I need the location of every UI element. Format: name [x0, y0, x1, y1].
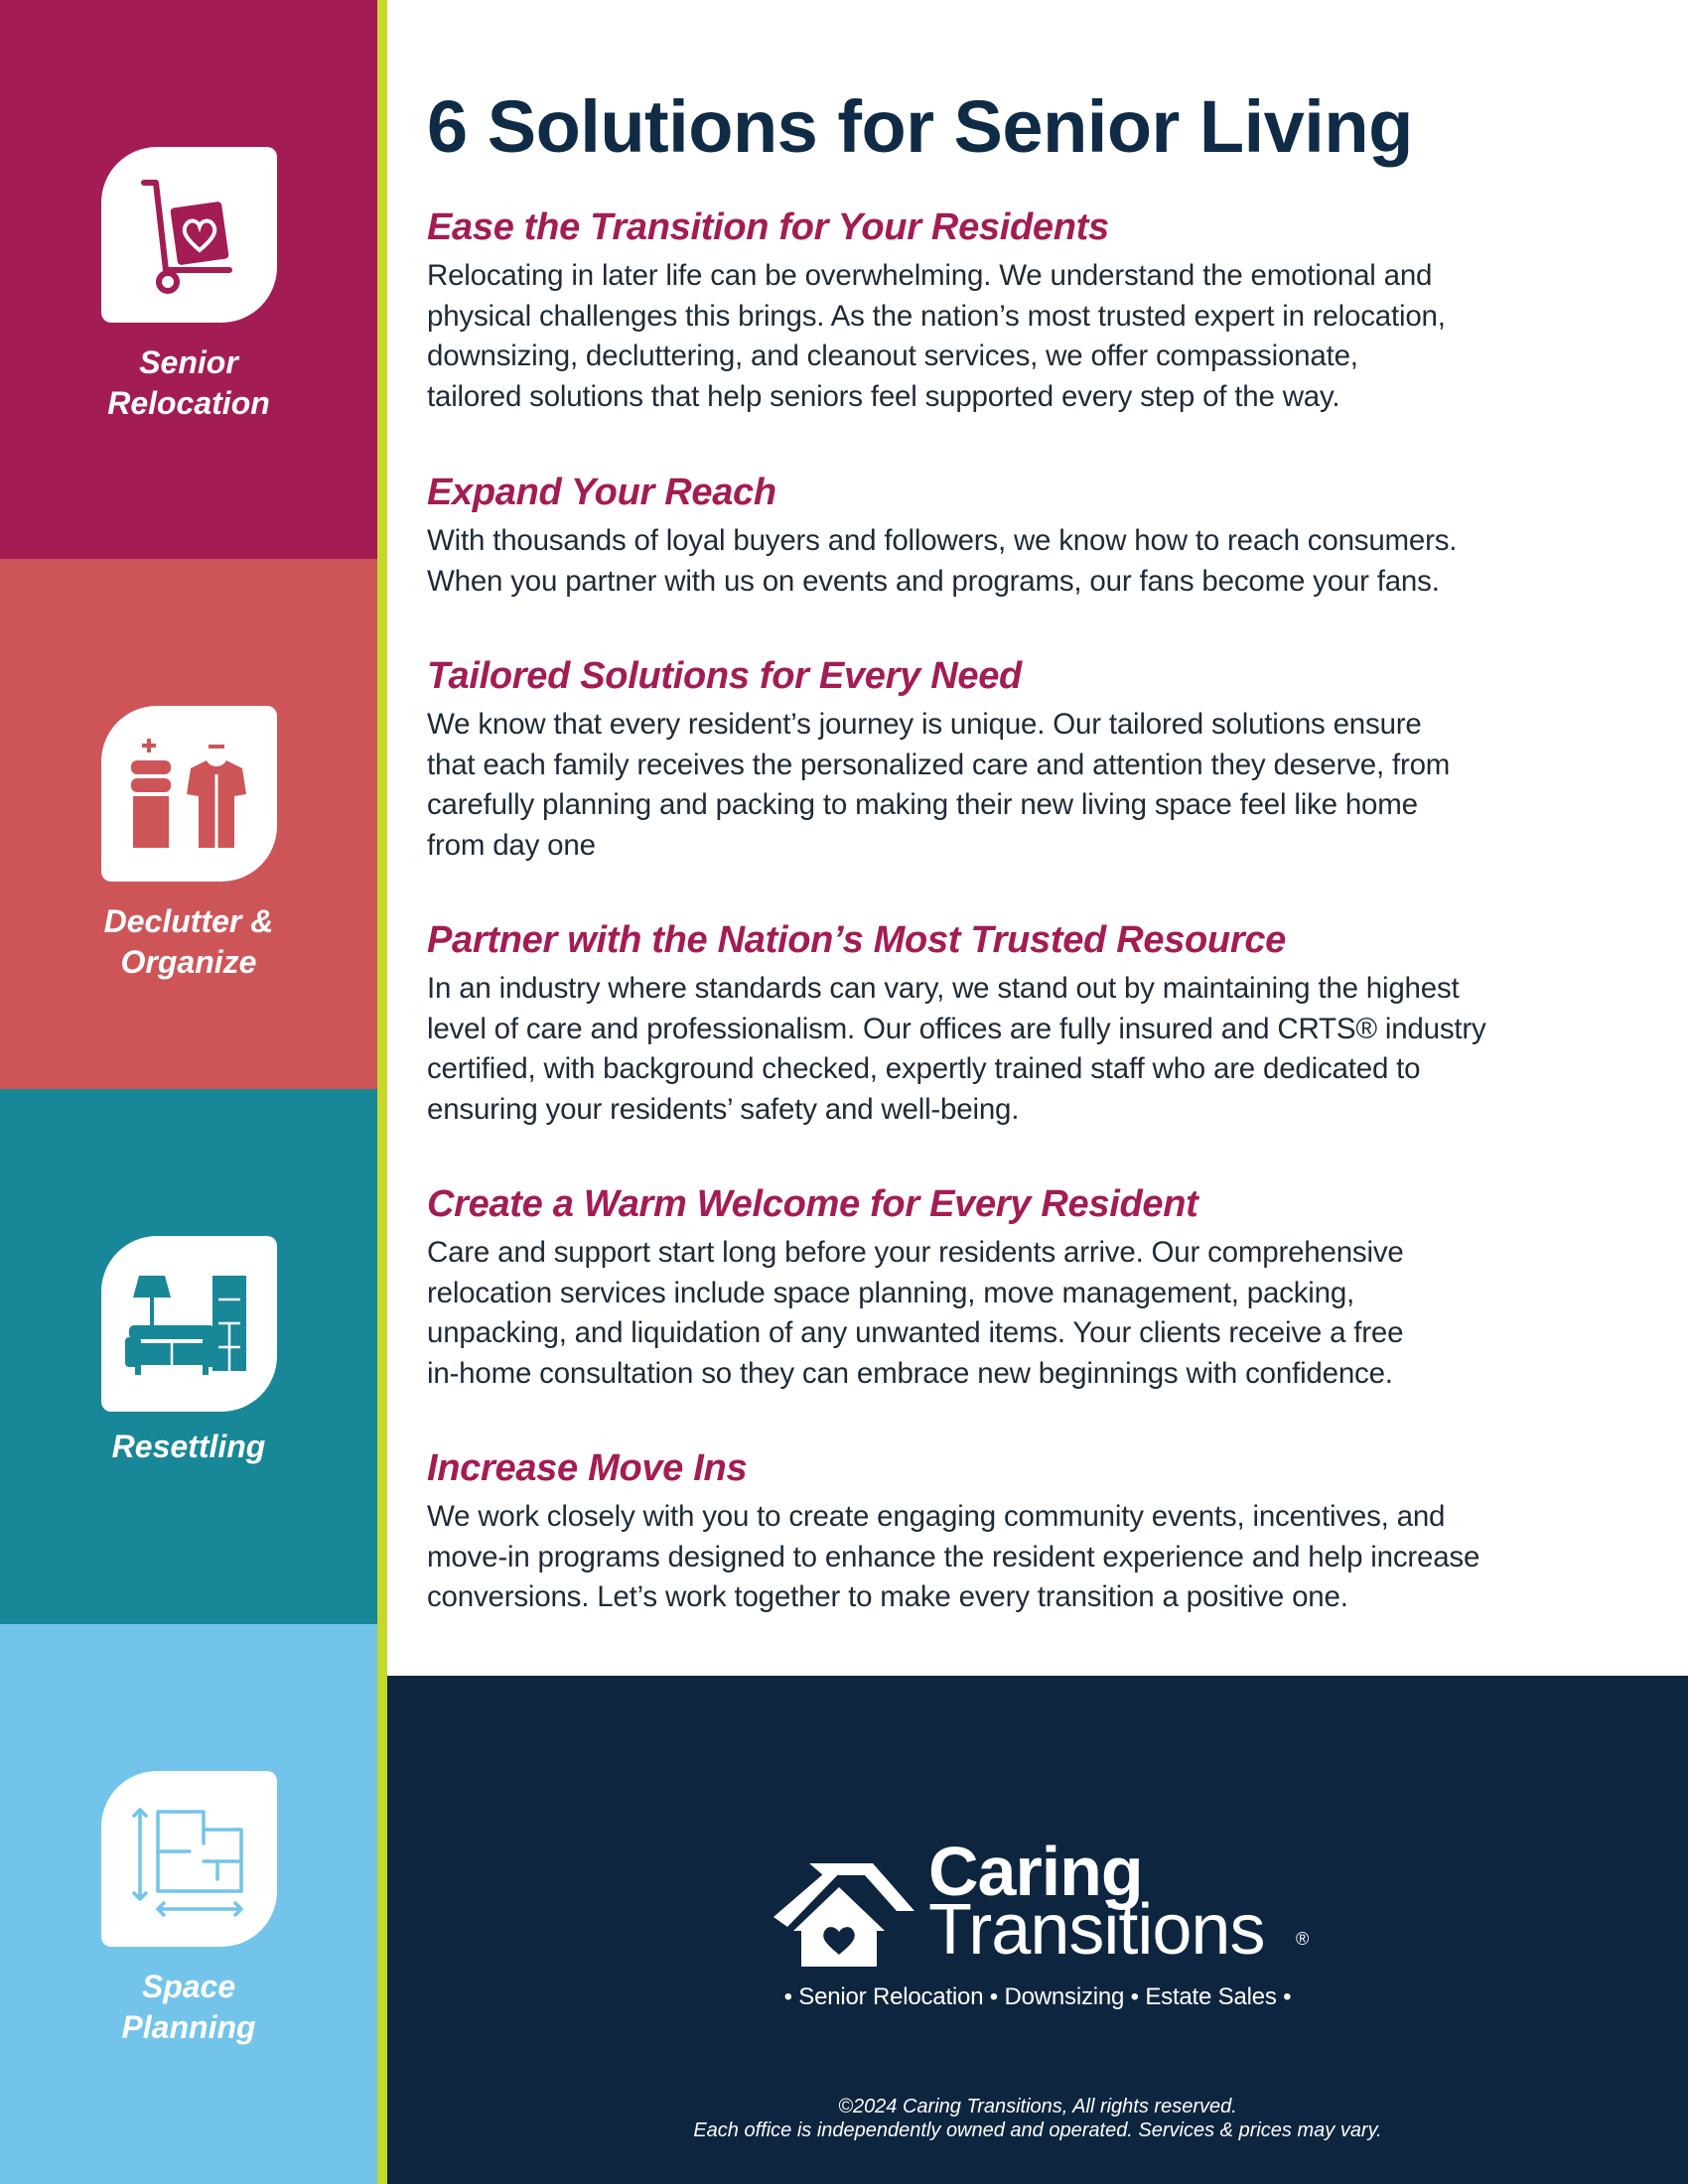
sidebar-label-line: Planning	[121, 2009, 256, 2045]
section-heading: Partner with the Nation’s Most Trusted Resource	[427, 919, 1287, 961]
body-line: relocation services include space planning, move management, packing,	[427, 1276, 1355, 1309]
sidebar-label-senior-relocation	[0, 342, 377, 424]
living-room-furniture-icon	[125, 1270, 254, 1379]
section-ease-transition	[427, 205, 1618, 417]
section-body	[427, 521, 1618, 602]
body-line: Relocating in later life can be overwhelming. We understand the emotional and	[427, 259, 1433, 292]
caring-transitions-logo	[770, 1833, 1326, 1996]
logo-text-caring: Caring	[928, 1833, 1143, 1910]
body-line: certified, with background checked, expertly trained staff who are dedicated to	[427, 1052, 1421, 1085]
sidebar-item-senior-relocation	[0, 0, 377, 559]
section-increase-move-ins	[427, 1445, 1618, 1618]
registered-mark: ®	[1296, 1929, 1310, 1949]
body-line: We work closely with you to create engaging community events, incentives, and	[427, 1500, 1446, 1533]
body-line: level of care and professionalism. Our offices are fully insured and CRTS® industry	[427, 1012, 1486, 1045]
section-tailored-solutions	[427, 653, 1618, 866]
body-line: in-home consultation so they can embrace new beginnings with confidence.	[427, 1356, 1393, 1390]
floor-plan-icon	[130, 1800, 249, 1919]
logo-tagline: • Senior Relocation • Downsizing • Estate Sales •	[783, 1983, 1292, 2010]
body-line: carefully planning and packing to making their new living space feel like home	[427, 788, 1418, 821]
section-heading: Create a Warm Welcome for Every Resident	[427, 1183, 1198, 1225]
logo-text-transitions: Transitions	[928, 1890, 1265, 1970]
hand-truck-heart-box-icon	[130, 171, 249, 300]
section-heading: Expand Your Reach	[427, 472, 776, 513]
section-trusted-resource	[427, 917, 1618, 1130]
body-line: Care and support start long before your residents arrive. Our comprehensive	[427, 1236, 1404, 1269]
body-line: We know that every resident’s journey is unique. Our tailored solutions ensure	[427, 708, 1422, 741]
resettling-icon-tile	[101, 1236, 277, 1412]
section-heading: Ease the Transition for Your Residents	[427, 206, 1109, 248]
house-heart-logo-icon	[770, 1847, 918, 1967]
section-body	[427, 969, 1618, 1130]
body-line: With thousands of loyal buyers and followers, we know how to reach consumers.	[427, 524, 1458, 557]
sidebar-item-space-planning	[0, 1624, 377, 2184]
declutter-icon-tile	[101, 706, 277, 882]
sidebar-label-line: Senior	[139, 344, 238, 380]
section-body	[427, 705, 1618, 866]
sidebar-label-line: Relocation	[107, 385, 270, 421]
sidebar	[0, 0, 377, 2184]
disclaimer-line: Each office is independently owned and operated. Services & prices may vary.	[693, 2119, 1382, 2141]
section-body	[427, 256, 1618, 417]
body-line: physical challenges this brings. As the nation’s most trusted expert in relocation,	[427, 299, 1446, 333]
body-line: downsizing, decluttering, and cleanout services, we offer compassionate,	[427, 340, 1358, 372]
section-body	[427, 1233, 1618, 1394]
body-line: unpacking, and liquidation of any unwanted items. Your clients receive a free	[427, 1316, 1404, 1349]
senior-relocation-icon-tile	[101, 147, 277, 323]
sidebar-item-resettling	[0, 1089, 377, 1624]
body-line: move-in programs designed to enhance the resident experience and help increase	[427, 1540, 1480, 1573]
body-line: that each family receives the personalized care and attention they deserve, from	[427, 748, 1451, 781]
declutter-clothes-icon	[125, 735, 254, 854]
sidebar-label-declutter-organize	[0, 901, 377, 983]
sidebar-label-resettling	[0, 1427, 377, 1467]
section-heading: Increase Move Ins	[427, 1447, 748, 1489]
body-line: ensuring your residents’ safety and well-being.	[427, 1092, 1020, 1126]
sidebar-label-space-planning	[0, 1967, 377, 2048]
body-line: In an industry where standards can vary, we stand out by maintaining the highest	[427, 972, 1460, 1005]
section-heading: Tailored Solutions for Every Need	[427, 655, 1022, 697]
copyright-line: ©2024 Caring Transitions, All rights reserved.	[838, 2096, 1237, 2117]
sidebar-item-declutter-organize	[0, 559, 377, 1089]
body-line: conversions. Let’s work together to make every transition a positive one.	[427, 1580, 1348, 1613]
sidebar-label-line: Resettling	[111, 1429, 266, 1464]
accent-divider	[377, 0, 387, 2184]
page-title: 6 Solutions for Senior Living	[427, 85, 1413, 168]
section-expand-reach	[427, 470, 1618, 602]
space-planning-icon-tile	[101, 1771, 277, 1947]
footer	[387, 1676, 1688, 2184]
sidebar-label-line: Declutter &	[103, 903, 274, 939]
body-line: When you partner with us on events and programs, our fans become your fans.	[427, 564, 1440, 598]
copyright-notice	[387, 2095, 1688, 2142]
section-warm-welcome	[427, 1181, 1618, 1394]
sidebar-label-line: Organize	[120, 944, 257, 980]
body-line: from day one	[427, 828, 596, 862]
sidebar-label-line: Space	[141, 1969, 236, 2004]
body-line: tailored solutions that help seniors feel supported every step of the way.	[427, 379, 1340, 413]
section-body	[427, 1497, 1618, 1618]
